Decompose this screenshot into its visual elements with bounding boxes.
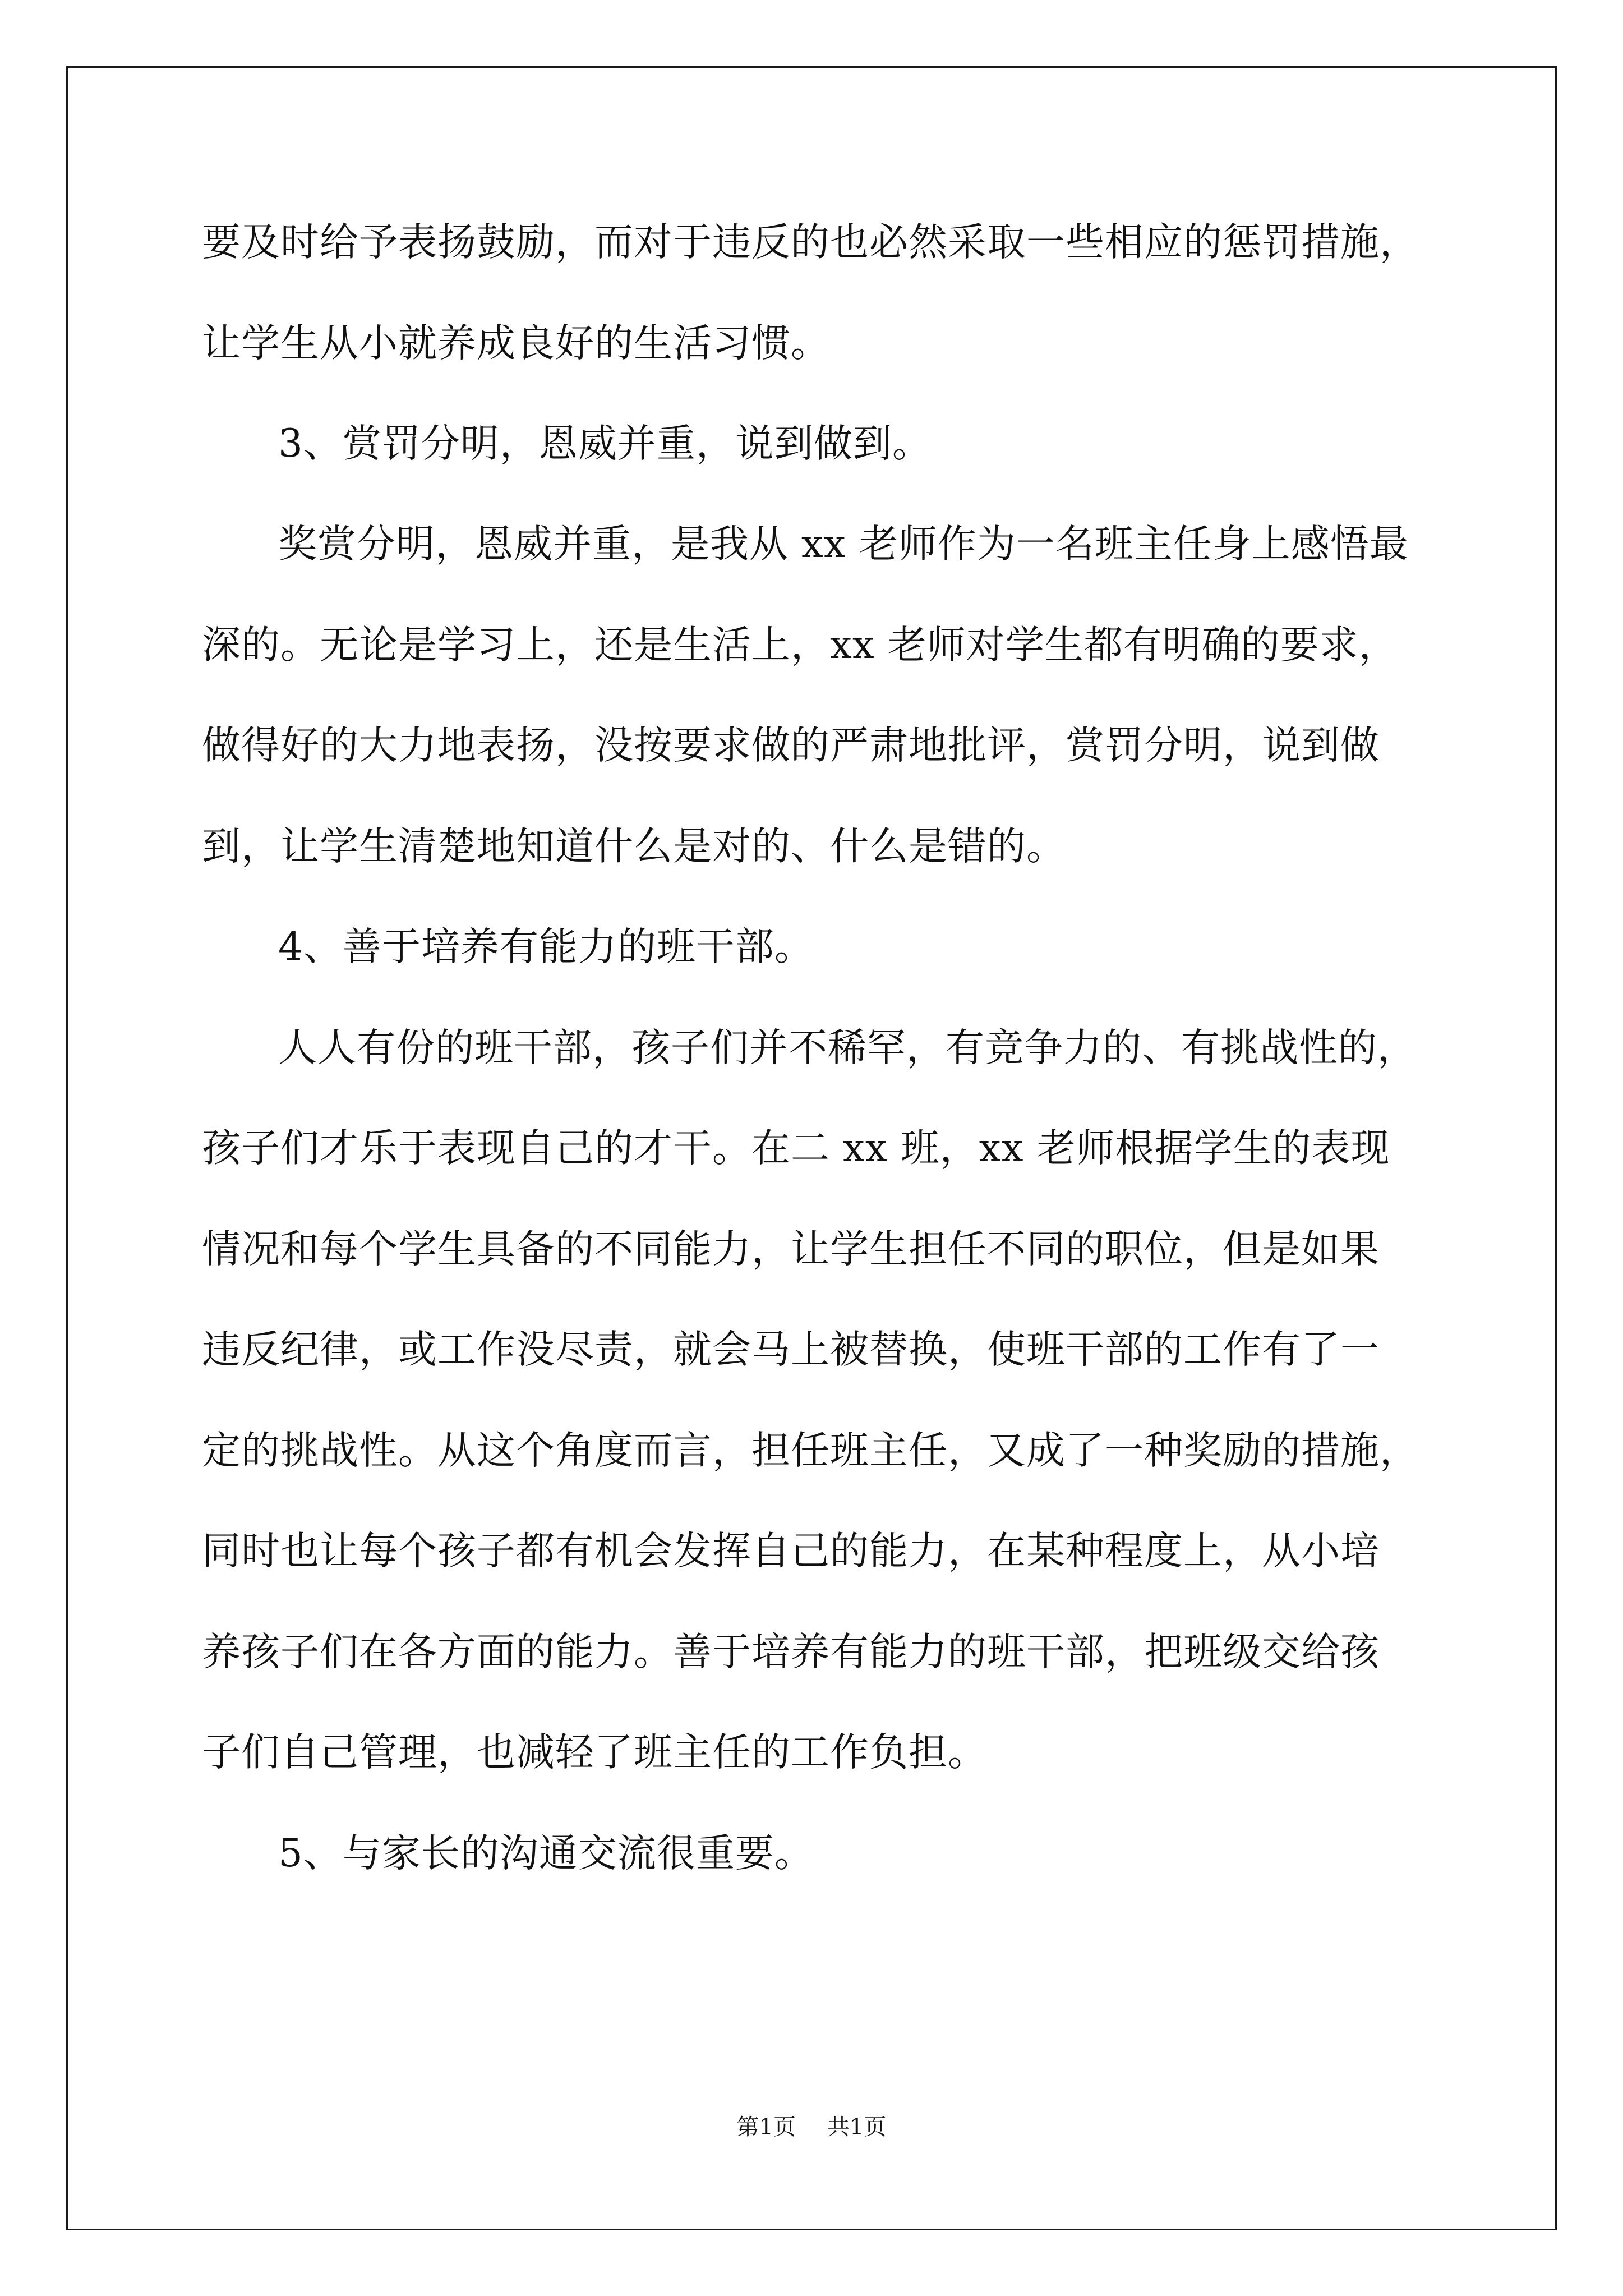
section-heading: 4、善于培养有能力的班干部。 [278, 924, 814, 969]
text-line: 同时也让每个孩子都有机会发挥自己的能力，在某种程度上，从小培 [202, 1529, 1380, 1573]
text-line: 情况和每个学生具备的不同能力，让学生担任不同的职位，但是如果 [202, 1227, 1380, 1272]
text-line: 子们自己管理，也减轻了班主任的工作负担。 [202, 1730, 987, 1775]
text-line: 到，让学生清楚地知道什么是对的、什么是错的。 [202, 824, 1066, 869]
text-line: 人人有份的班干部，孩子们并不稀罕，有竞争力的、有挑战性的， [278, 1025, 1417, 1070]
section-heading: 5、与家长的沟通交流很重要。 [278, 1831, 814, 1876]
text-line: 定的挑战性。从这个角度而言，担任班主任，又成了一种奖励的措施， [202, 1428, 1419, 1473]
section-heading: 3、赏罚分明，恩威并重，说到做到。 [278, 421, 932, 466]
text-line: 孩子们才乐于表现自己的才干。在二 xx 班，xx 老师根据学生的表现 [202, 1126, 1390, 1171]
page-number: 第1页 [736, 2114, 796, 2140]
text-line: 奖赏分明，恩威并重，是我从 xx 老师作为一名班主任身上感悟最 [278, 522, 1409, 567]
text-line: 深的。无论是学习上，还是生活上，xx 老师对学生都有明确的要求， [202, 623, 1398, 668]
text-line: 让学生从小就养成良好的生活习惯。 [202, 321, 830, 366]
text-line: 违反纪律，或工作没尽责，就会马上被替换，使班干部的工作有了一 [202, 1327, 1380, 1372]
text-line: 养孩子们在各方面的能力。善于培养有能力的班干部，把班级交给孩 [202, 1630, 1380, 1674]
text-line: 要及时给予表扬鼓励，而对于违反的也必然采取一些相应的惩罚措施， [202, 220, 1419, 265]
page-footer [0, 2110, 1623, 2144]
page-total: 共1页 [827, 2114, 887, 2140]
text-line: 做得好的大力地表扬，没按要求做的严肃地批评，赏罚分明，说到做 [202, 723, 1380, 768]
